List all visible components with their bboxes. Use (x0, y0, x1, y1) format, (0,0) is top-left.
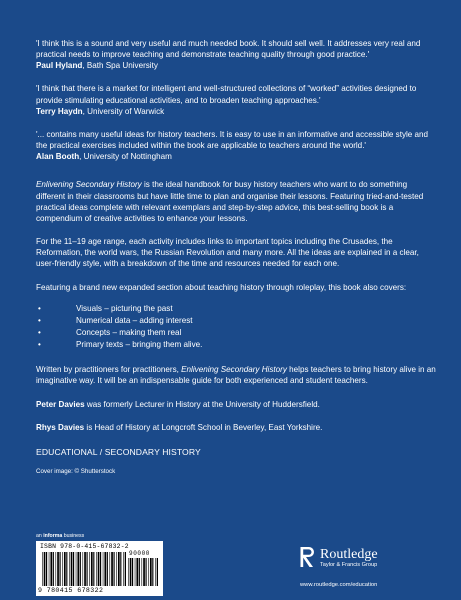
barcode-stripe (103, 552, 104, 586)
topic-list (36, 303, 436, 351)
barcode-stripe (135, 558, 136, 586)
barcode-stripe (93, 552, 94, 586)
author-bio-1 (36, 399, 436, 410)
list-item-text: Primary texts – bringing them alive. (76, 340, 203, 350)
barcode-stripe (152, 558, 153, 586)
list-item-text: Numerical data – adding interest (76, 315, 193, 325)
list-item-text: Concepts – making them real (76, 327, 182, 337)
barcode-stripe (114, 552, 115, 586)
barcode-stripe (139, 558, 140, 586)
bullet-icon: • (38, 303, 41, 313)
reviewer-affiliation: , Bath Spa University (82, 61, 158, 71)
barcode-stripe (146, 558, 147, 586)
description-paragraph-1 (36, 179, 436, 224)
barcode-stripe (57, 552, 59, 586)
bullet-icon: • (38, 315, 41, 325)
isbn-number: ISBN 978-0-415-67832-2 (40, 543, 129, 550)
description-text: helps teachers to bring history alive in an imaginative way. It will be an indispensable guide for both experienced and student teachers. (36, 365, 436, 386)
barcode-stripe (104, 552, 106, 586)
barcode-stripe (125, 552, 126, 586)
informa-brand: informa (43, 533, 63, 539)
cover-image-credit: Cover image: © Shutterstock (36, 467, 116, 475)
barcode-stripe (87, 552, 88, 586)
barcode-stripe (136, 558, 138, 586)
list-item (36, 327, 436, 338)
informa-prefix: an (36, 533, 44, 539)
barcode-stripe (53, 552, 54, 586)
barcode-stripe (60, 552, 61, 586)
barcode-addon-number: 90000 (129, 550, 151, 557)
barcode-stripe (62, 552, 63, 586)
barcode-stripe (142, 558, 143, 586)
barcode-stripe (84, 552, 86, 586)
informa-business-tag (36, 533, 84, 540)
description-paragraph-2: For the 11–19 age range, each activity includes links to important topics including the Crusades, the Reformation, the world wars, the Russian Revolution and many more. All the ideas are explained in a clear, user-friendly style, with a breakdown of the time and resources needed for each one. (36, 237, 419, 269)
author-name: Rhys Davies (36, 422, 85, 432)
reviewer-name: Terry Haydn (36, 106, 83, 116)
back-cover-text (36, 38, 436, 494)
publisher-url: www.routledge.com/education (300, 582, 378, 588)
barcode-stripe (50, 552, 52, 586)
description-text: Written by practitioners for practitioners, (36, 365, 182, 375)
author-bio-text: is Head of History at Longcroft School in Beverley, East Yorkshire. (84, 422, 323, 432)
isbn-barcode (36, 541, 163, 596)
list-item (36, 303, 436, 314)
quote-attribution (36, 151, 436, 162)
barcode-stripe (111, 552, 113, 586)
barcode-digits: 9 780415 678322 (38, 587, 104, 594)
barcode-stripe (118, 552, 120, 586)
description-paragraph-3: Featuring a brand new expanded section about teaching history through roleplay, this book also covers: (36, 282, 407, 292)
quote-text: 'I think this is a sound and very useful and much needed book. It should sell well. It addresses very real and practical needs to improve teaching and demonstrate teaching quality through good practice.' (36, 39, 421, 60)
reviewer-name: Alan Booth (36, 152, 80, 162)
barcode-stripe (157, 558, 158, 586)
list-item (36, 315, 436, 326)
bullet-icon: • (38, 340, 41, 350)
barcode-bars (42, 552, 126, 586)
barcode-stripe (107, 552, 108, 586)
routledge-logo-icon (300, 545, 316, 569)
barcode-stripe (128, 558, 129, 586)
barcode-stripe (64, 552, 66, 586)
list-item (36, 339, 436, 350)
barcode-stripe (91, 552, 93, 586)
barcode-stripe (155, 558, 156, 586)
list-item-text: Visuals – picturing the past (76, 303, 173, 313)
publisher-name: Routledge (320, 547, 378, 562)
quote-attribution (36, 60, 436, 71)
barcode-stripe (132, 558, 133, 586)
description-text: is the ideal handbook for busy history teachers who want to do something different in their classrooms but have little time to plan and organise their lessons. Featuring tried-and-tested practical ideas complete with relevant exemplars and step-by-step advice, this best-selling book is a compendium of creative activities to enhance your lessons. (36, 180, 424, 223)
barcode-stripe (71, 552, 73, 586)
barcode-stripe (46, 552, 47, 586)
review-quote-1 (36, 38, 436, 71)
barcode-stripe (110, 552, 111, 586)
subject-category: EDUCATIONAL / SECONDARY HISTORY (36, 446, 201, 457)
barcode-stripe (77, 552, 79, 586)
barcode-stripe (143, 558, 145, 586)
barcode-stripe (123, 552, 124, 586)
barcode-stripe (80, 552, 81, 586)
reviewer-name: Paul Hyland (36, 61, 83, 71)
informa-suffix: business (62, 533, 85, 539)
barcode-stripe (66, 552, 67, 586)
barcode-stripe (120, 552, 121, 586)
author-bio-text: was formerly Lecturer in History at the University of Huddersfield. (84, 399, 320, 409)
barcode-stripe (56, 552, 57, 586)
barcode-stripe (130, 558, 132, 586)
barcode-stripe (83, 552, 84, 586)
reviewer-affiliation: , University of Warwick (82, 106, 165, 116)
book-title: Enlivening Secondary History (36, 180, 142, 190)
barcode-stripe (73, 552, 74, 586)
barcode-stripe (42, 552, 43, 586)
bullet-icon: • (38, 327, 41, 337)
book-title: Enlivening Secondary History (181, 365, 287, 375)
publisher-group: Taylor & Francis Group (320, 562, 378, 568)
barcode-addon-bars (128, 558, 158, 586)
barcode-stripe (44, 552, 46, 586)
barcode-stripe (98, 552, 100, 586)
review-quote-3 (36, 129, 436, 162)
barcode-stripe (49, 552, 50, 586)
quote-text: '... contains many useful ideas for history teachers. It is easy to use in an informative and accessible style and the practical exercises included within the book are applicable to teachers around the world.' (36, 129, 429, 151)
barcode-stripe (89, 552, 90, 586)
barcode-stripe (116, 552, 117, 586)
barcode-stripe (69, 552, 70, 586)
quote-text: 'I think that there is a market for intelligent and well-structured collections of “worked” activities designed to provide stimulating educational activities, and to broaden teaching approaches.' (36, 84, 417, 105)
barcode-stripe (100, 552, 101, 586)
review-quote-2 (36, 83, 436, 116)
quote-attribution (36, 106, 436, 117)
barcode-stripe (150, 558, 152, 586)
barcode-stripe (76, 552, 77, 586)
barcode-stripe (96, 552, 97, 586)
barcode-stripe (148, 558, 149, 586)
author-bio-2 (36, 422, 436, 433)
description-paragraph-4 (36, 364, 436, 386)
reviewer-affiliation: , University of Nottingham (79, 152, 172, 162)
author-name: Peter Davies (36, 399, 85, 409)
